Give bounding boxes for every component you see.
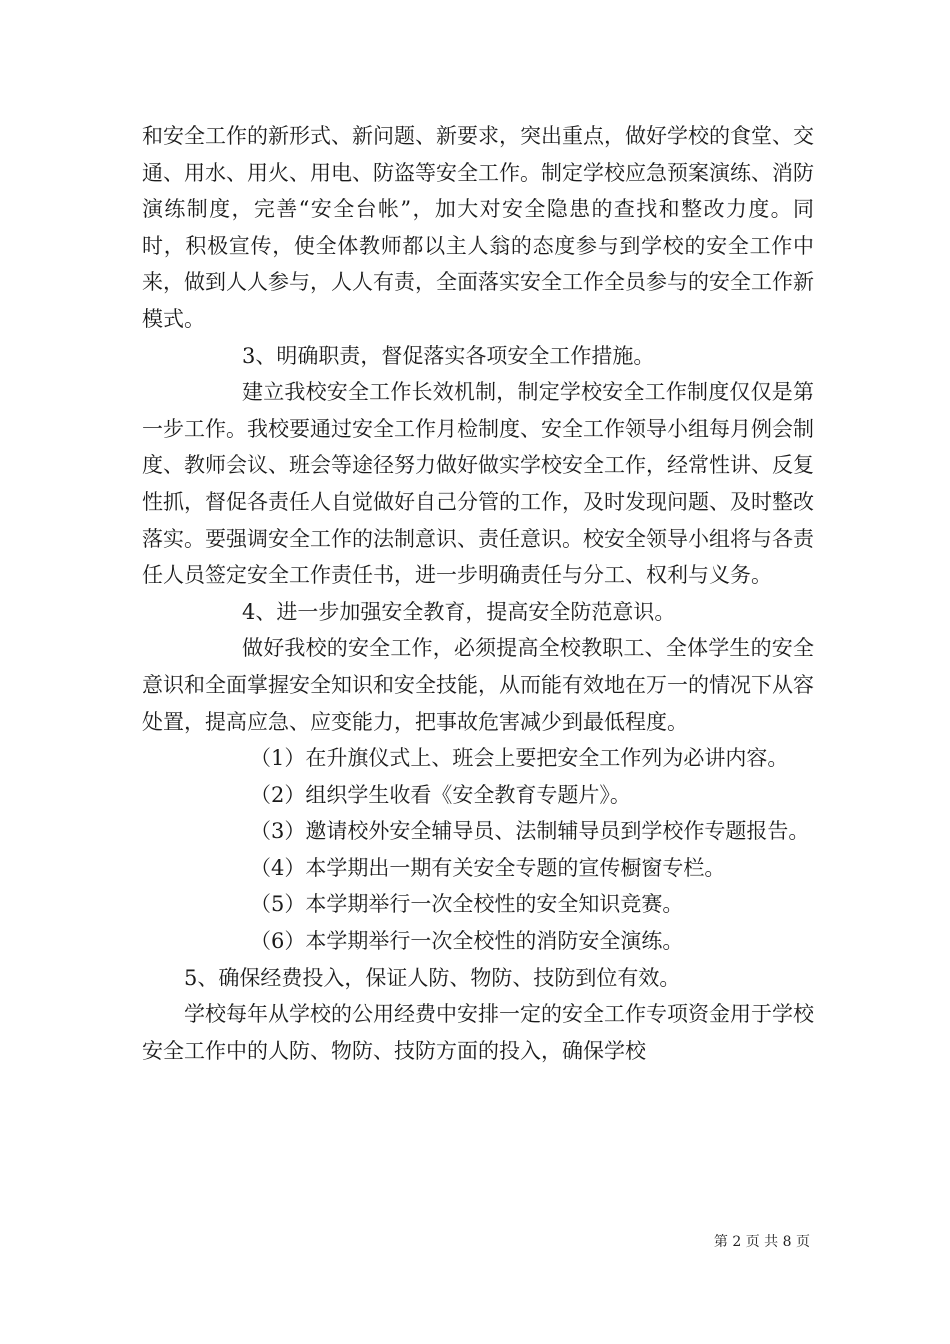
paragraph-1: 和安全工作的新形式、新问题、新要求，突出重点，做好学校的食堂、交通、用水、用火、用电、防盗等安全工作。制定学校应急预案演练、消防演练制度，完善“安全台帐”，加大对安全隐患的查找和整改力度。同时，积极宣传，使全体教师都以主人翁的态度参与到学校的安全工作中来，做到人人参与，人人有责，全面落实安全工作全员参与的安全工作新模式。: [142, 124, 814, 331]
list-item-4: （4）本学期出一期有关安全专题的宣传橱窗专栏。: [250, 855, 726, 880]
list-item-3: （3）邀请校外安全辅导员、法制辅导员到学校作专题报告。: [250, 819, 810, 844]
paragraph-4: 学校每年从学校的公用经费中安排一定的安全工作专项资金用于学校安全工作中的人防、物防、技防方面的投入，确保学校: [142, 1002, 814, 1063]
list-item-5: （5）本学期举行一次全校性的安全知识竞赛。: [250, 892, 684, 917]
paragraph-2: 建立我校安全工作长效机制，制定学校安全工作制度仅仅是第一步工作。我校要通过安全工作月检制度、安全工作领导小组每月例会制度、教师会议、班会等途径努力做好做实学校安全工作，经常性讲、反复性抓，督促各责任人自觉做好自己分管的工作，及时发现问题、及时整改落实。要强调安全工作的法制意识、责任意识。校安全领导小组将与各责任人员签定安全工作责任书，进一步明确责任与分工、权利与义务。: [142, 380, 814, 588]
paragraph-3: 做好我校的安全工作，必须提高全校教职工、全体学生的安全意识和全面掌握安全知识和安全技能，从而能有效地在万一的情况下从容处置，提高应急、应变能力，把事故危害减少到最低程度。: [142, 636, 814, 734]
page-number-footer: 第 2 页 共 8 页: [713, 1234, 810, 1250]
list-item-6: （6）本学期举行一次全校性的消防安全演练。: [250, 929, 684, 954]
section-heading-3: 3、明确职责，督促落实各项安全工作措施。: [242, 343, 655, 368]
list-item-1: （1）在升旗仪式上、班会上要把安全工作列为必讲内容。: [250, 746, 789, 771]
list-item-2: （2）组织学生收看《安全教育专题片》。: [250, 782, 631, 807]
section-heading-4: 4、进一步加强安全教育，提高安全防范意识。: [242, 599, 676, 624]
document-body: [142, 118, 814, 1069]
section-heading-5: 5、确保经费投入，保证人防、物防、技防到位有效。: [184, 965, 681, 990]
